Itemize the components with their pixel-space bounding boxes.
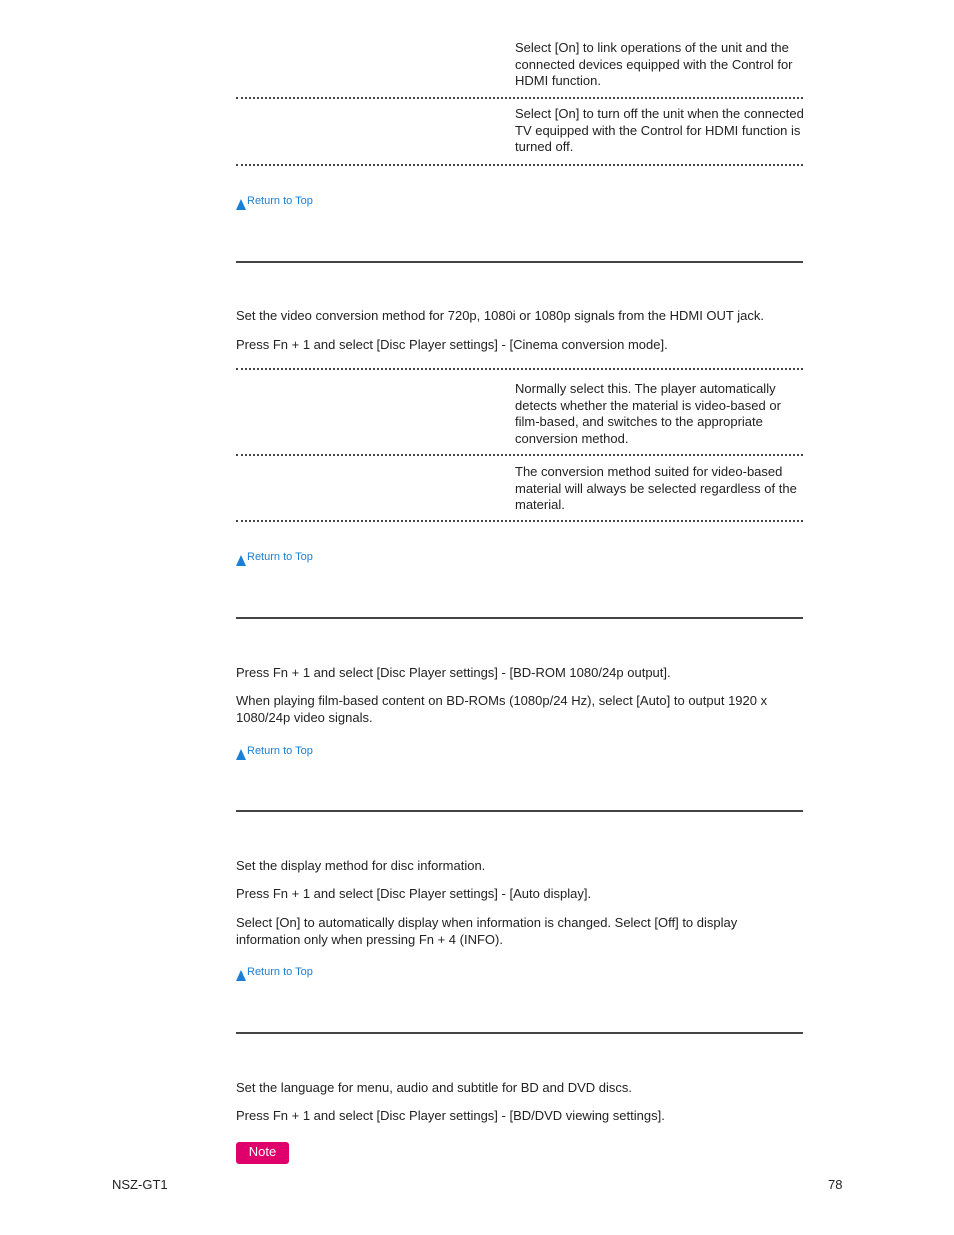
viewing-intro: Set the language for menu, audio and subtitle for BD and DVD discs. [236,1080,633,1095]
footer-model: NSZ-GT1 [112,1177,168,1192]
cinema-intro: Set the video conversion method for 720p, 1080i or 1080p signals from the HDMI OUT jack. [236,308,764,323]
up-triangle-icon [236,199,246,210]
bdrom-description: When playing film-based content on BD-ROMs (1080p/24 Hz), select [Auto] to output 1920 x 1080/24p video signals. [236,693,768,725]
section-divider [236,1032,803,1034]
autodisplay-intro: Set the display method for disc information. [236,858,486,873]
return-to-top-label: Return to Top [247,745,313,757]
section-divider [236,261,803,263]
cinema-path: Press Fn + 1 and select [Disc Player settings] - [Cinema conversion mode]. [236,337,668,352]
section-divider [236,617,803,619]
up-triangle-icon [236,555,246,566]
table-divider [236,520,803,522]
table-divider [236,368,803,370]
hdmi-control-description: Select [On] to link operations of the unit and the connected devices equipped with the Control for HDMI function. [515,40,793,88]
return-to-top-label: Return to Top [247,195,313,207]
viewing-path: Press Fn + 1 and select [Disc Player settings] - [BD/DVD viewing settings]. [236,1108,665,1123]
cinema-video-description: The conversion method suited for video-based material will always be selected regardless of the material. [515,464,797,512]
up-triangle-icon [236,970,246,981]
note-badge: Note [236,1142,289,1164]
return-to-top-link[interactable] [236,193,313,210]
footer-page-number: 78 [828,1177,843,1192]
power-off-linkage-description: Select [On] to turn off the unit when the connected TV equipped with the Control for HDMI function is turned off. [515,106,804,154]
table-divider [236,454,803,456]
autodisplay-path: Press Fn + 1 and select [Disc Player settings] - [Auto display]. [236,886,592,901]
autodisplay-description: Select [On] to automatically display when information is changed. Select [Off] to display information only when pressing Fn + 4 (INFO). [236,915,738,947]
table-divider [236,97,803,99]
table-divider [236,164,803,166]
up-triangle-icon [236,749,246,760]
return-to-top-label: Return to Top [247,966,313,978]
section-divider [236,810,803,812]
cinema-auto-description: Normally select this. The player automatically detects whether the material is video-based or film-based, and switches to the appropriate conversion method. [515,381,781,446]
bdrom-path: Press Fn + 1 and select [Disc Player settings] - [BD-ROM 1080/24p output]. [236,665,671,680]
return-to-top-link[interactable] [236,549,313,566]
return-to-top-link[interactable] [236,743,313,760]
return-to-top-link[interactable] [236,964,313,981]
return-to-top-label: Return to Top [247,551,313,563]
